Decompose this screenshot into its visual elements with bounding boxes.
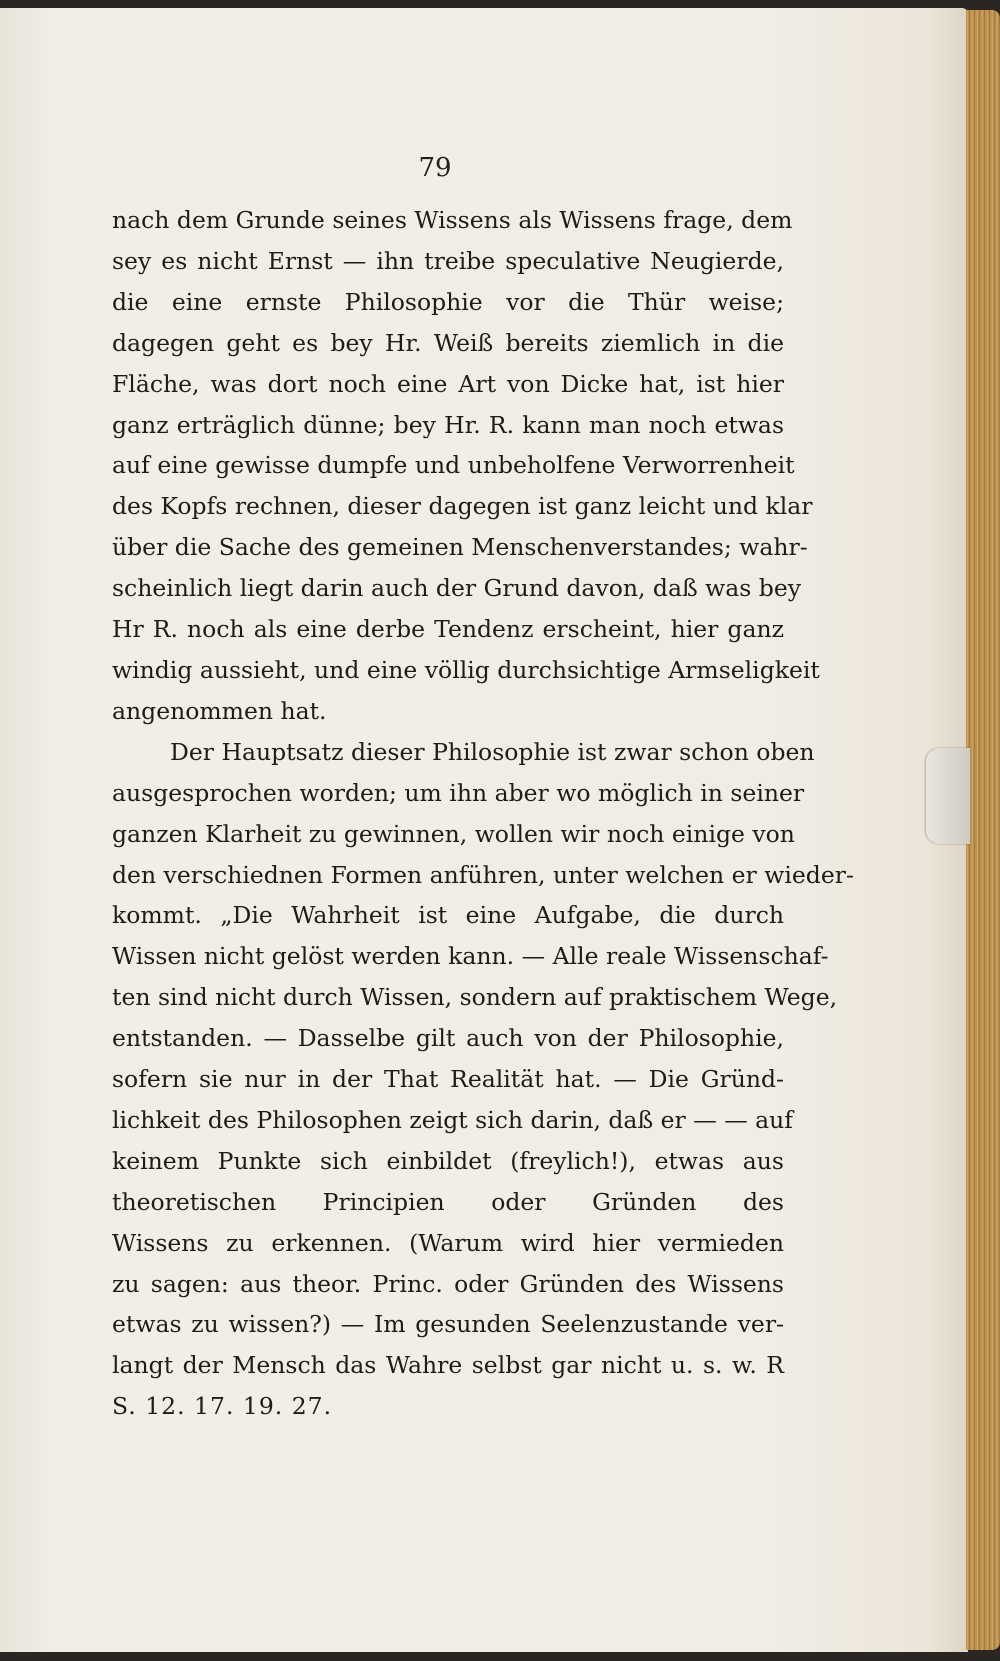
text-line: Fläche, was dort noch eine Art von Dicke hat, ist hier	[112, 369, 784, 398]
text-line: etwas zu wissen?) — Im gesunden Seelenzustande ver-	[112, 1310, 784, 1339]
text-line: Wissens zu erkennen. (Warum wird hier vermieden	[112, 1228, 784, 1257]
text-line: über die Sache des gemeinen Menschenverstandes; wahr-	[112, 533, 808, 562]
page-number: 79	[418, 153, 452, 183]
text-line: Hr R. noch als eine derbe Tendenz erscheint, hier ganz	[112, 615, 784, 644]
text-line: scheinlich liegt darin auch der Grund davon, daß was bey	[112, 574, 802, 603]
text-line: lichkeit des Philosophen zeigt sich darin, daß er — — auf	[112, 1105, 794, 1134]
text-line: ten sind nicht durch Wissen, sondern auf praktischem Wege,	[112, 983, 838, 1012]
text-line: langt der Mensch das Wahre selbst gar nicht u. s. w. R	[112, 1351, 784, 1380]
text-line: ganz erträglich dünne; bey Hr. R. kann man noch etwas	[112, 410, 784, 439]
text-line: sey es nicht Ernst — ihn treibe speculative Neugierde,	[112, 246, 784, 275]
body-text	[112, 200, 854, 1427]
text-line: ganzen Klarheit zu gewinnen, wollen wir noch einige von	[112, 819, 795, 848]
bookmark-tab	[926, 748, 970, 844]
text-line: des Kopfs rechnen, dieser dagegen ist ganz leicht und klar	[112, 492, 813, 521]
text-line: Der Hauptsatz dieser Philosophie ist zwar schon oben	[170, 737, 815, 766]
text-line: windig aussieht, und eine völlig durchsichtige Armseligkeit	[112, 655, 820, 684]
text-line: kommt. „Die Wahrheit ist eine Aufgabe, die durch	[112, 901, 784, 930]
text-line: Wissen nicht gelöst werden kann. — Alle reale Wissenschaf-	[112, 942, 829, 971]
text-line: auf eine gewisse dumpfe und unbeholfene Verworrenheit	[112, 451, 795, 480]
text-line: angenommen hat.	[112, 696, 327, 725]
text-line: sofern sie nur in der That Realität hat. — Die Gründ-	[112, 1065, 784, 1094]
text-line: dagegen geht es bey Hr. Weiß bereits ziemlich in die	[112, 328, 784, 357]
text-line: keinem Punkte sich einbildet (freylich!), etwas aus	[112, 1146, 784, 1175]
text-line: nach dem Grunde seines Wissens als Wissens frage, dem	[112, 206, 793, 234]
text-line: zu sagen: aus theor. Princ. oder Gründen des Wissens	[112, 1269, 784, 1298]
text-line: die eine ernste Philosophie vor die Thür weise;	[112, 287, 784, 316]
text-line: den verschiednen Formen anführen, unter welchen er wieder-	[112, 860, 854, 889]
text-line: theoretischen Principien oder Gründen des	[112, 1187, 784, 1216]
text-line: ausgesprochen worden; um ihn aber wo möglich in seiner	[112, 778, 805, 807]
citation-line: S. 12. 17. 19. 27.	[112, 1392, 333, 1421]
text-line: entstanden. — Dasselbe gilt auch von der Philosophie,	[112, 1024, 784, 1053]
page-edges	[966, 10, 1000, 1650]
book-page	[0, 8, 968, 1652]
